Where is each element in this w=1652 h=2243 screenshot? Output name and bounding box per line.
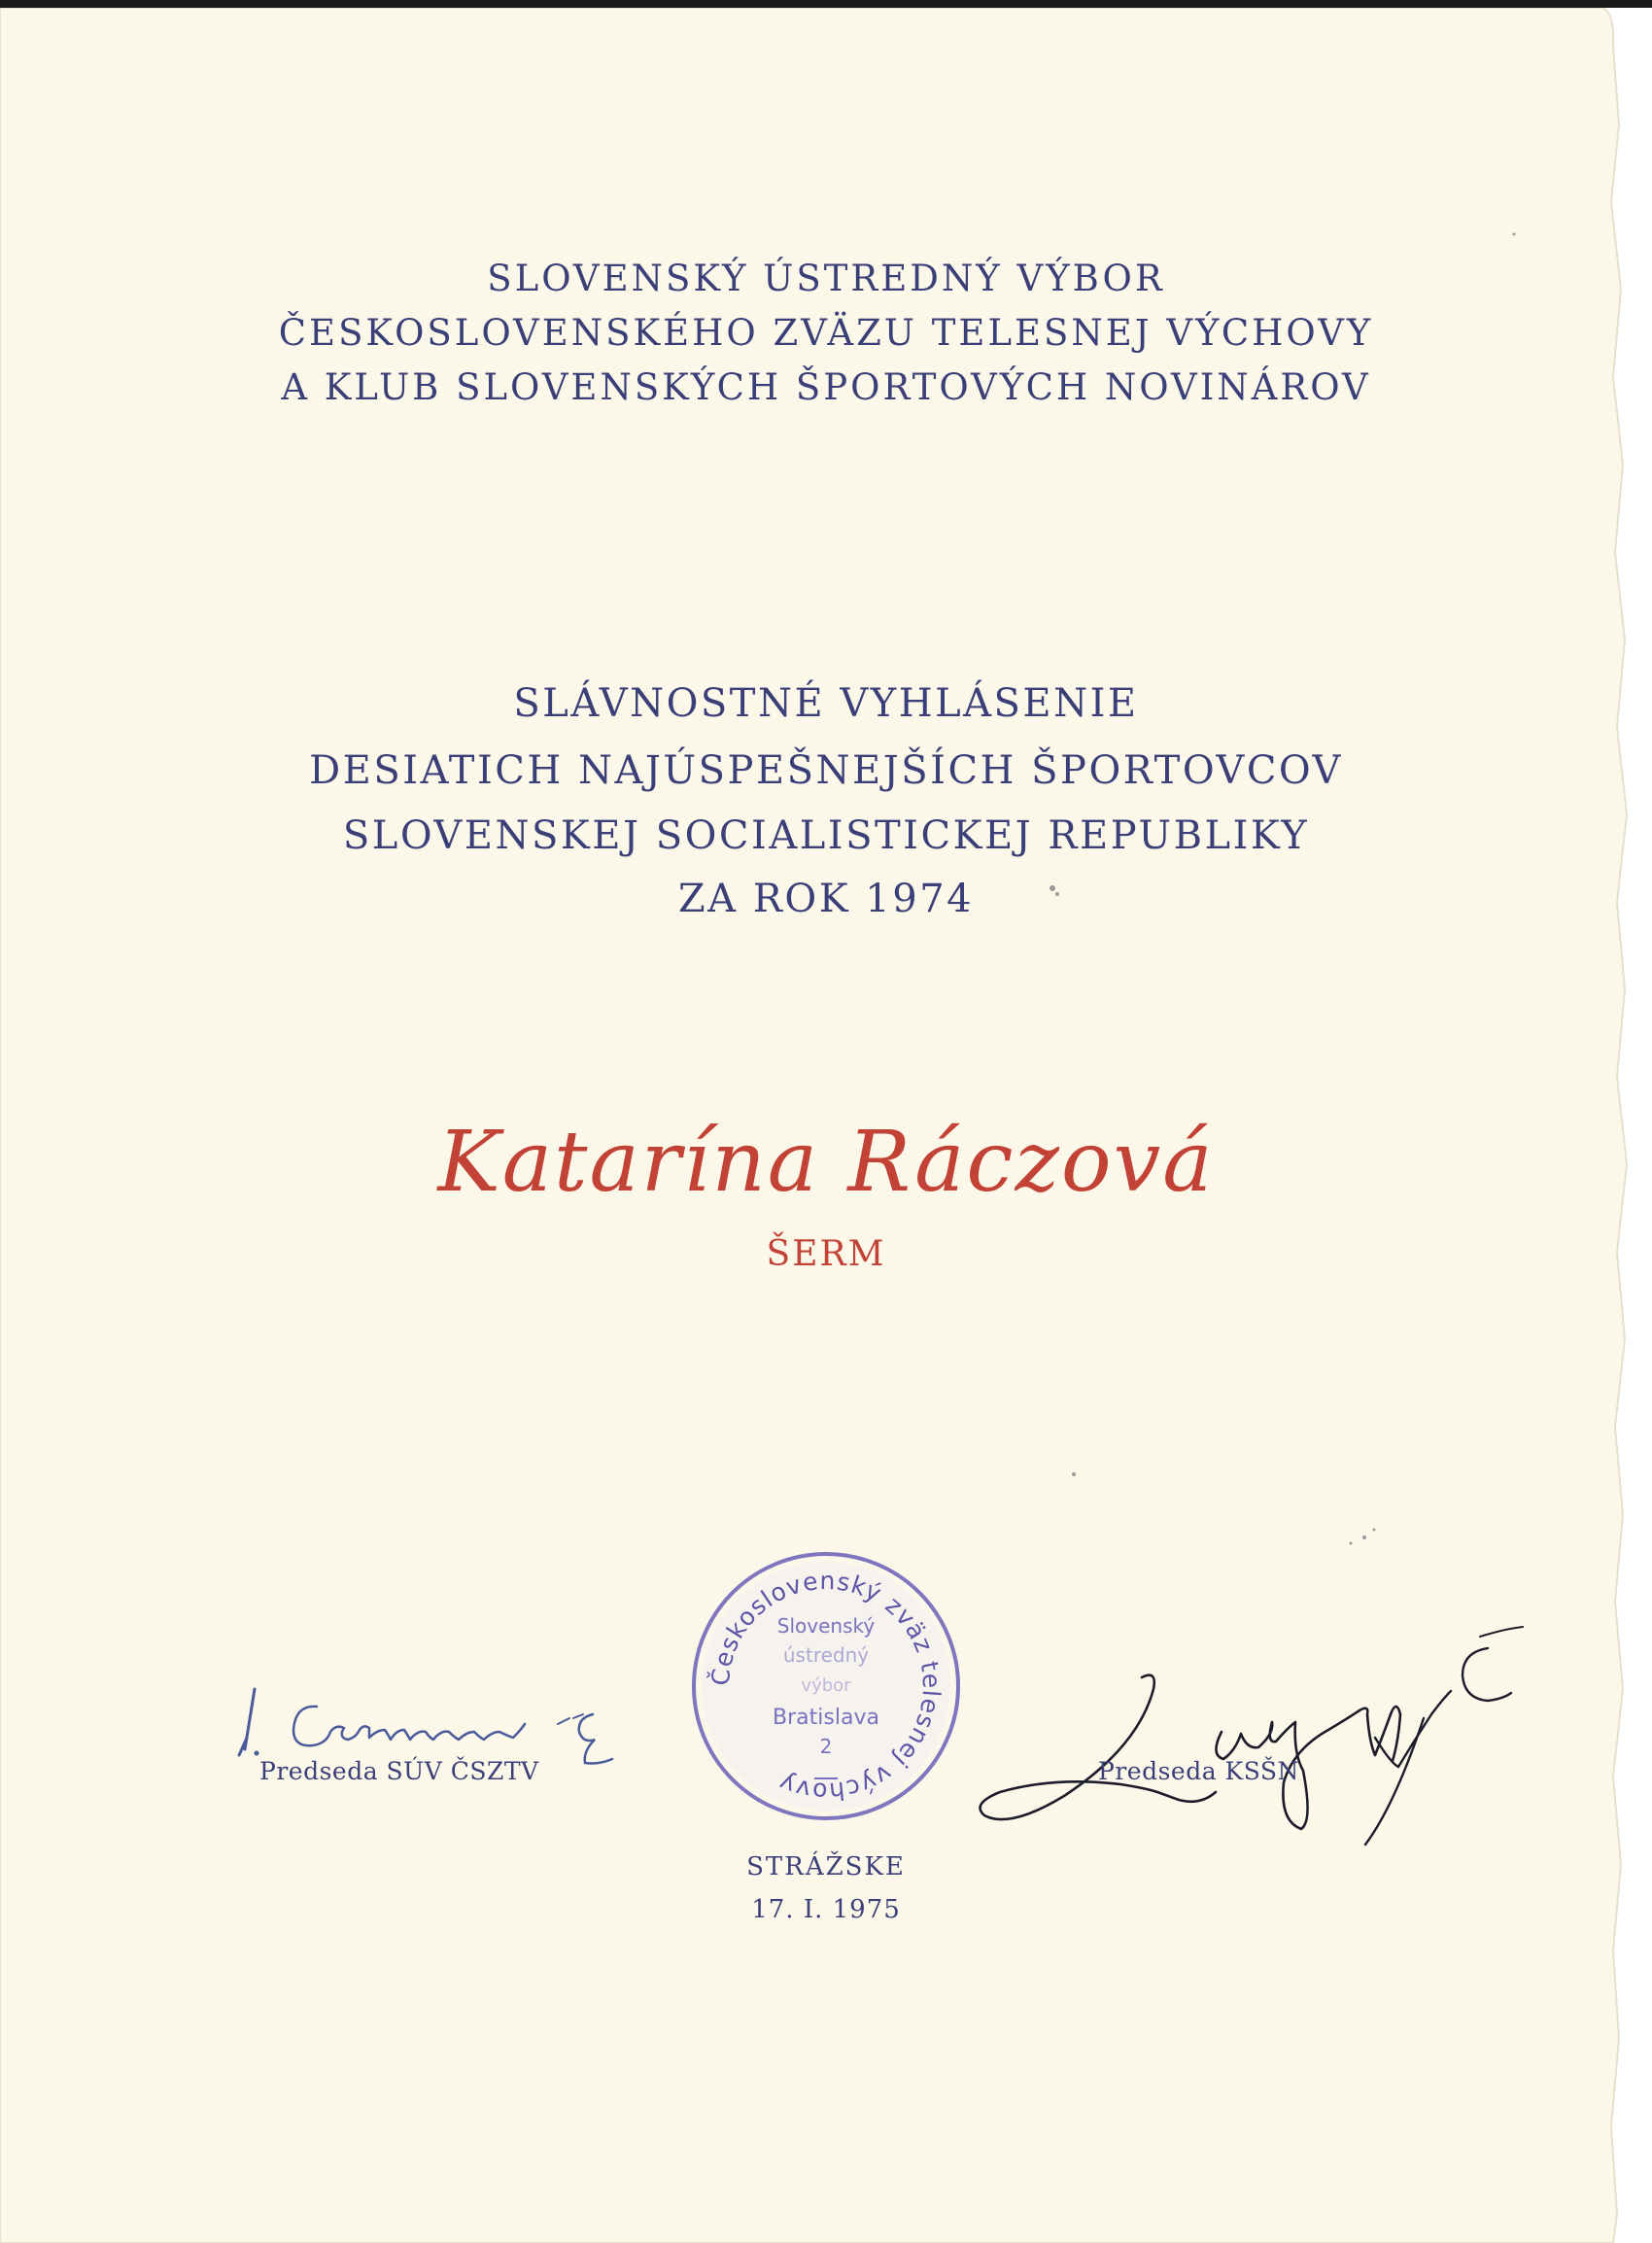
right-signature-icon bbox=[967, 1621, 1550, 1854]
stamp-inner-line-2: ústredný bbox=[782, 1643, 870, 1667]
announcement-line-4: ZA ROK 1974 bbox=[677, 877, 975, 921]
announcement-line-1: SLÁVNOSTNÉ VYHLÁSENIE bbox=[513, 681, 1139, 726]
issue-date: 17. I. 1975 bbox=[751, 1895, 901, 1924]
announcement-line-2: DESIATICH NAJÚSPEŠNEJŠÍCH ŠPORTOVCOV bbox=[309, 748, 1343, 793]
issuer-line-3: A KLUB SLOVENSKÝCH ŠPORTOVÝCH NOVINÁROV bbox=[281, 366, 1371, 408]
left-signature-caption: Predseda SÚV ČSZTV bbox=[259, 1757, 539, 1785]
stamp-inner-line-1: Slovenský bbox=[776, 1614, 876, 1638]
stamp-ring-text: Československý zväz telesnej výchovy bbox=[706, 1566, 946, 1807]
announcement-line-3: SLOVENSKEJ SOCIALISTICKEJ REPUBLIKY bbox=[342, 813, 1310, 858]
stamp-inner-line-3: výbor bbox=[801, 1675, 851, 1696]
issue-place: STRÁŽSKE bbox=[746, 1852, 906, 1881]
left-signature-icon bbox=[233, 1660, 622, 1767]
diploma-paper bbox=[0, 8, 1652, 2243]
scan-top-edge bbox=[0, 0, 1652, 8]
stamp-inner-line-4: Bratislava bbox=[773, 1706, 879, 1730]
issuer-line-2: ČESKOSLOVENSKÉHO ZVÄZU TELESNEJ VÝCHOVY bbox=[278, 312, 1374, 354]
right-signature-caption: Predseda KSŠN bbox=[1098, 1757, 1299, 1785]
recipient-sport: ŠERM bbox=[766, 1234, 886, 1274]
stamp-inner-line-5: 2 bbox=[819, 1735, 833, 1758]
official-stamp-icon bbox=[685, 1545, 967, 1827]
recipient-name: Katarína Ráczová bbox=[437, 1114, 1215, 1211]
issuer-line-1: SLOVENSKÝ ÚSTREDNÝ VÝBOR bbox=[487, 258, 1165, 299]
